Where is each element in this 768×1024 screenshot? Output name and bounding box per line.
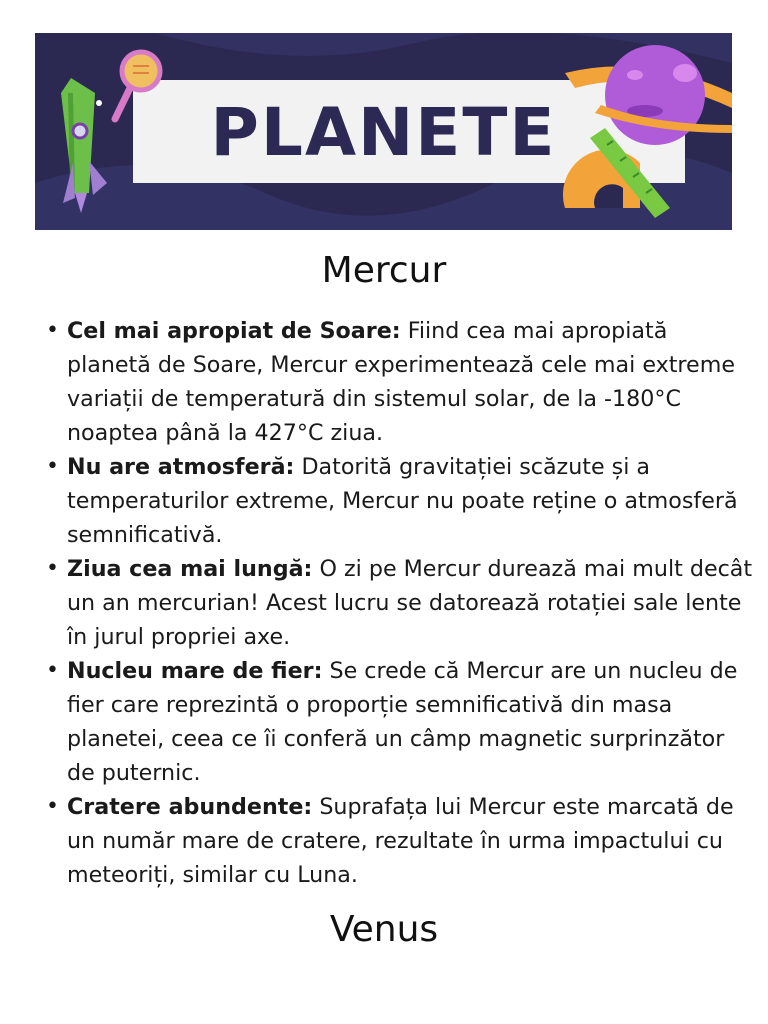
fact-text: Fiind cea mai apropiată planetă de Soare, Mercur experimentează cele mai extreme variații de temperatură din sistemul solar, de la -180°C noaptea până la 427°C ziua. [67, 318, 735, 446]
list-item [46, 654, 757, 790]
list-item [46, 314, 757, 450]
fact-heading: Nucleu mare de fier: [67, 658, 323, 684]
list-item [46, 790, 757, 892]
header-banner [35, 33, 732, 230]
mercur-facts-list [44, 314, 757, 892]
bullet-icon: • [46, 794, 59, 819]
bullet-icon: • [46, 556, 59, 581]
fact-text: O zi pe Mercur durează mai mult decât un an mercurian! Acest lucru se datorează rotației sale lente în jurul propriei axe. [67, 556, 753, 650]
fact-heading: Cel mai apropiat de Soare: [67, 318, 401, 344]
list-item [46, 450, 757, 552]
fact-text: Datorită gravitației scăzute și a temperaturilor extreme, Mercur nu poate reține o atmosferă semnificativă. [67, 454, 738, 548]
banner-title: PLANETE [210, 94, 557, 171]
bullet-icon: • [46, 454, 59, 479]
list-item [46, 552, 757, 654]
section-title-venus: Venus [329, 909, 439, 950]
fact-heading: Cratere abundente: [67, 794, 313, 820]
bullet-icon: • [46, 318, 59, 343]
bullet-icon: • [46, 658, 59, 683]
fact-text: Se crede că Mercur are un nucleu de fier care reprezintă o proporție semnificativă din masa planetei, ceea ce îi conferă un câmp magnetic surprinzător de puternic. [67, 658, 738, 786]
fact-text: Suprafața lui Mercur este marcată de un număr mare de cratere, rezultate în urma impactului cu meteoriți, similar cu Luna. [67, 794, 734, 888]
fact-heading: Ziua cea mai lungă: [67, 556, 313, 582]
fact-heading: Nu are atmosferă: [67, 454, 295, 480]
section-title-mercur: Mercur [321, 250, 447, 291]
